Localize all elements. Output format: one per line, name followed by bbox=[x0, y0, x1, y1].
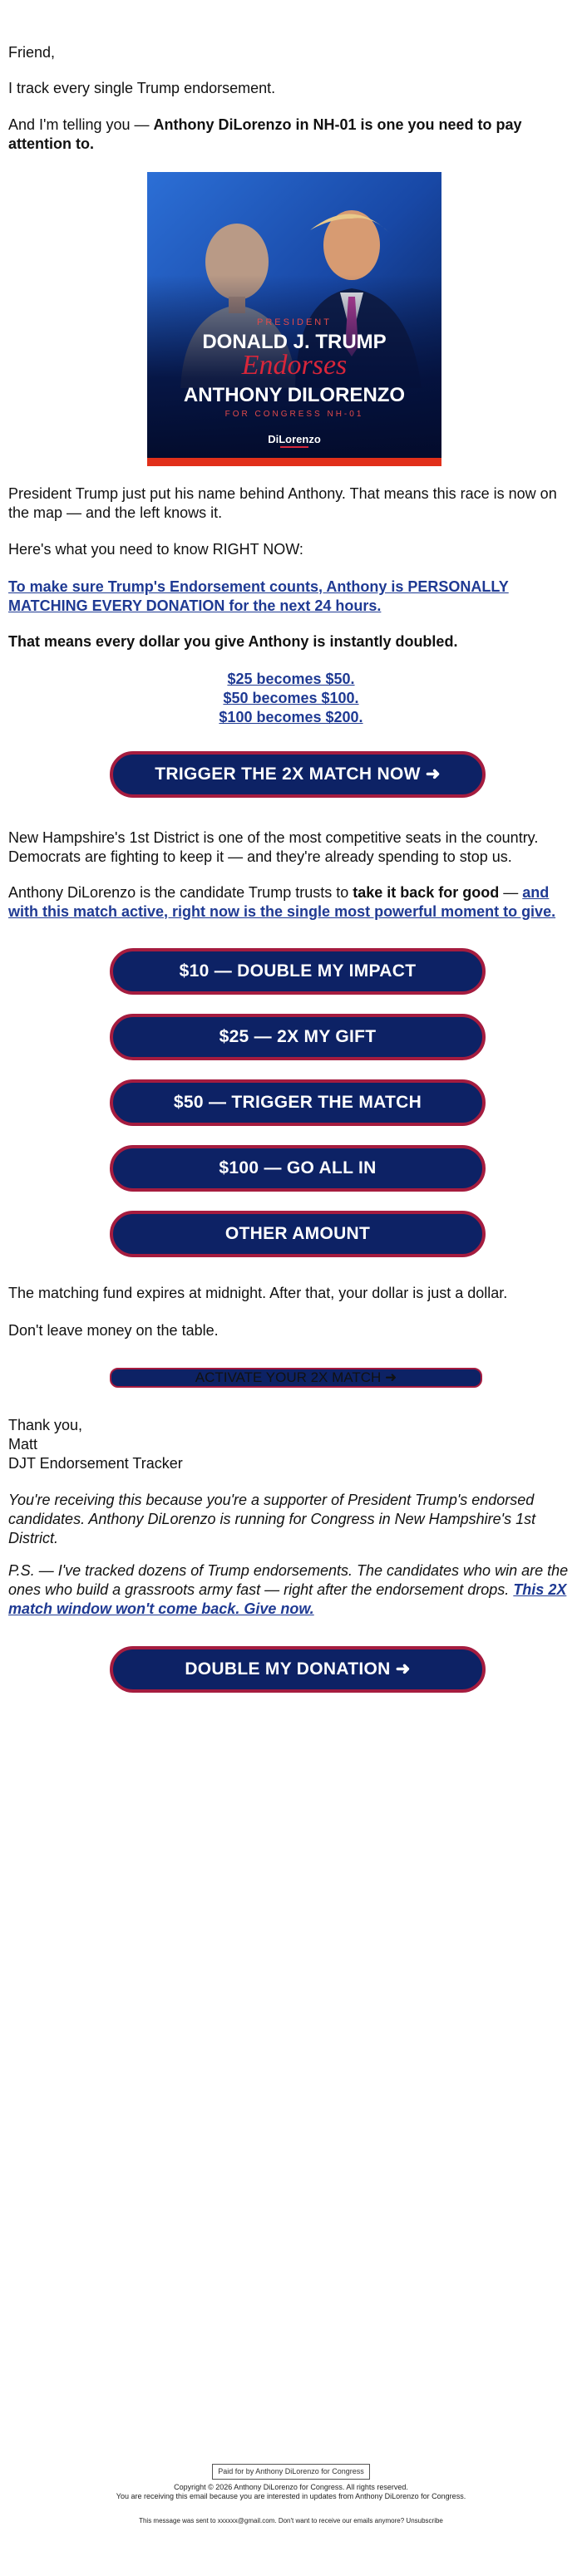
doubling-25-link[interactable]: $25 becomes $50. bbox=[227, 671, 355, 687]
hero-endorses-script: Endorses bbox=[241, 350, 348, 381]
hero-graphic bbox=[147, 172, 441, 466]
sent-to-line[interactable]: This message was sent to xxxxxx@gmail.com. Don't want to receive our emails anymore? Unsubscribe bbox=[139, 2517, 443, 2524]
donate-100-button[interactable]: $100 — GO ALL IN bbox=[110, 1145, 486, 1192]
double-donation-button[interactable]: DOUBLE MY DONATION ➜ bbox=[110, 1646, 486, 1693]
hero-logo: DiLorenzo bbox=[268, 433, 321, 445]
hero-president-label: PRESIDENT bbox=[257, 317, 332, 327]
trigger-match-button[interactable]: TRIGGER THE 2X MATCH NOW ➜ bbox=[110, 751, 486, 798]
paid-for-disclaimer: Paid for by Anthony DiLorenzo for Congress bbox=[212, 2464, 370, 2480]
candidate-paragraph-dash: — bbox=[499, 884, 523, 901]
powerful-moment-link[interactable]: and with this match active, right now is the single most powerful moment to give. bbox=[8, 884, 556, 920]
signoff-thanks: Thank you, bbox=[8, 1417, 83, 1433]
donate-10-button[interactable]: $10 — DOUBLE MY IMPACT bbox=[110, 948, 486, 995]
need-to-know: Here's what you need to know RIGHT NOW: bbox=[8, 541, 303, 558]
doubling-50-link[interactable]: $50 becomes $100. bbox=[223, 690, 359, 706]
district-paragraph: New Hampshire's 1st District is one of the most competitive seats in the country. Democrats are fighting to keep it — and they're already spending to stop us. bbox=[8, 829, 539, 865]
intro-endorsement-lead: And I'm telling you — bbox=[8, 116, 154, 133]
hero-candidate-name: ANTHONY DILORENZO bbox=[183, 384, 406, 406]
doubling-100-link[interactable]: $100 becomes $200. bbox=[219, 709, 363, 725]
matching-link[interactable]: To make sure Trump's Endorsement counts, Anthony is PERSONALLY MATCHING EVERY DONATION for the next 24 hours. bbox=[8, 578, 509, 614]
postscript-link[interactable]: This 2X match window won't come back. Give now. bbox=[8, 1581, 567, 1617]
candidate-paragraph bbox=[8, 883, 574, 922]
expiry-paragraph: The matching fund expires at midnight. After that, your dollar is just a dollar. bbox=[8, 1285, 508, 1301]
postscript-text: P.S. — I've tracked dozens of Trump endorsements. The candidates who win are the ones who build a grassroots army fast — right after the endorsement drops. bbox=[8, 1562, 569, 1598]
endorsement-hero-image[interactable] bbox=[147, 172, 441, 466]
endorsement-paragraph: President Trump just put his name behind Anthony. That means this race is now on the map — and the left knows it. bbox=[8, 485, 557, 521]
hero-trump-name: DONALD J. TRUMP bbox=[202, 331, 387, 353]
receiving-note: You're receiving this because you're a supporter of President Trump's endorsed candidates. Anthony DiLorenzo is running for Congress in New Hampshire's 1st District. bbox=[8, 1492, 536, 1546]
signoff-name: Matt bbox=[8, 1436, 38, 1453]
doubling-list bbox=[8, 670, 574, 727]
donate-other-button[interactable]: OTHER AMOUNT bbox=[110, 1211, 486, 1257]
donate-50-button[interactable]: $50 — TRIGGER THE MATCH bbox=[110, 1079, 486, 1126]
doubled-statement: That means every dollar you give Anthony is instantly doubled. bbox=[8, 633, 458, 650]
footer bbox=[0, 2464, 582, 2525]
postscript bbox=[8, 1561, 574, 1619]
intro-endorsement-bold: Anthony DiLorenzo in NH-01 is one you need to pay attention to. bbox=[8, 116, 522, 152]
donate-25-button[interactable]: $25 — 2X MY GIFT bbox=[110, 1014, 486, 1060]
receiving-reason-line: You are receiving this email because you are interested in updates from Anthony DiLorenzo for Congress. bbox=[116, 2492, 466, 2500]
intro-endorsement bbox=[8, 116, 574, 154]
greeting: Friend, bbox=[8, 44, 56, 61]
intro-line: I track every single Trump endorsement. bbox=[8, 80, 276, 96]
signoff-title: DJT Endorsement Tracker bbox=[8, 1455, 183, 1472]
hero-congress-label: FOR CONGRESS NH-01 bbox=[224, 410, 364, 419]
signoff bbox=[8, 1416, 574, 1473]
take-it-back-bold: take it back for good bbox=[353, 884, 500, 901]
candidate-paragraph-lead: Anthony DiLorenzo is the candidate Trump trusts to bbox=[8, 884, 353, 901]
money-on-table: Don't leave money on the table. bbox=[8, 1322, 219, 1339]
activate-match-button[interactable]: ACTIVATE YOUR 2X MATCH ➜ bbox=[110, 1368, 482, 1388]
copyright-line: Copyright © 2026 Anthony DiLorenzo for Congress. All rights reserved. bbox=[174, 2483, 408, 2491]
